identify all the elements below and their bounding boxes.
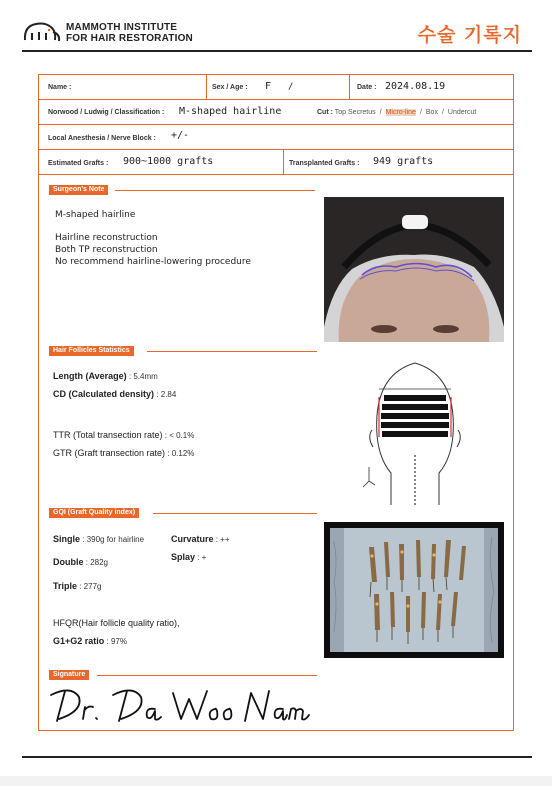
date-label: Date : (357, 84, 377, 91)
g1g2-value: : 97% (104, 637, 127, 646)
g1g2-label: G1+G2 ratio (53, 636, 105, 646)
transplanted-grafts-value: 949 grafts (373, 156, 434, 167)
triple-value: : 277g (77, 582, 102, 591)
cut-label: Cut : (317, 109, 333, 116)
splay-value: : + (195, 553, 207, 562)
splay-label: Splay (171, 552, 196, 562)
anesthesia-row (39, 125, 513, 150)
bottom-rule (22, 756, 532, 758)
cut-option-top-secretus: Top Secretus (334, 109, 376, 116)
estimated-grafts-value: 900~1000 grafts (123, 156, 214, 167)
single-stat (53, 534, 144, 544)
section-rule (115, 190, 315, 191)
splay-stat (171, 552, 206, 562)
ttr-stat (53, 430, 194, 440)
anesthesia-value: +/- (171, 130, 190, 141)
footer-band (0, 776, 552, 786)
divider (206, 75, 207, 99)
double-label: Double (53, 557, 84, 567)
triple-label: Triple (53, 581, 78, 591)
section-rule (97, 675, 317, 676)
follicle-stats-title: Hair Follicles Statistics (49, 346, 134, 356)
curvature-label: Curvature (171, 534, 214, 544)
surgery-record-form (38, 74, 514, 731)
cd-stat (53, 389, 176, 399)
document-header (22, 18, 532, 52)
handwritten-signature (47, 681, 315, 727)
section-rule (147, 351, 317, 352)
signature-title: Signature (49, 670, 89, 680)
double-stat (53, 557, 108, 567)
page-title: 수술 기록지 (417, 24, 522, 46)
surgeon-note-line: M-shaped hairline (55, 210, 136, 220)
patient-info-row (39, 75, 513, 100)
sex-age-label: Sex / Age : (212, 84, 248, 91)
age-separator: / (288, 82, 294, 92)
cut-option-micro-line: Micro-line (385, 109, 416, 116)
single-value: : 390g for hairline (80, 535, 145, 544)
length-value: : 5.4mm (126, 372, 158, 381)
name-label: Name : (48, 84, 72, 91)
triple-stat (53, 581, 101, 591)
hfqr-label: HFQR(Hair follicle quality ratio), (53, 618, 180, 628)
ttr-value: : < 0.1% (162, 431, 195, 440)
cd-value: : 2.84 (154, 390, 177, 399)
surgeon-note-line: Both TP reconstruction (55, 245, 158, 255)
divider (283, 150, 284, 174)
surgeon-note-title: Surgeon's Note (49, 185, 108, 195)
length-label: Length (Average) (53, 371, 127, 381)
surgeon-note-line: No recommend hairline-lowering procedure (55, 257, 251, 267)
cut-options: Cut : Top Secretus / Micro-line / Box / Undercut (317, 109, 477, 116)
section-rule (153, 513, 317, 514)
g1g2-stat (53, 636, 127, 646)
anesthesia-label: Local Anesthesia / Nerve Block : (48, 135, 156, 142)
sex-value: F (265, 81, 272, 92)
curvature-value: : ++ (213, 535, 230, 544)
institute-name-line1: MAMMOTH INSTITUTE (66, 22, 178, 33)
gtr-value: : 0.12% (165, 449, 195, 458)
double-value: : 282g (83, 558, 108, 567)
estimated-grafts-label: Estimated Grafts : (48, 160, 109, 167)
classification-row (39, 100, 513, 125)
cut-option-box: Box (425, 109, 438, 116)
graft-microscope-photo (324, 522, 504, 658)
cut-option-undercut: Undercut (447, 109, 477, 116)
institute-name (66, 22, 193, 44)
ttr-label: TTR (Total transection rate) (53, 430, 163, 440)
mammoth-logo-icon (22, 20, 62, 44)
gtr-label: GTR (Graft transection rate) (53, 448, 166, 458)
divider (349, 75, 350, 99)
institute-name-line2: FOR HAIR RESTORATION (66, 33, 193, 44)
classification-label: Norwood / Ludwig / Classification : (48, 109, 165, 116)
date-value: 2024.08.19 (385, 81, 446, 92)
gtr-stat (53, 448, 194, 458)
surgeon-note-line: Hairline reconstruction (55, 233, 158, 243)
grafts-row (39, 150, 513, 175)
length-stat (53, 371, 158, 381)
single-label: Single (53, 534, 81, 544)
gqi-title: GQI (Graft Quality index) (49, 508, 139, 518)
curvature-stat (171, 534, 230, 544)
cd-label: CD (Calculated density) (53, 389, 155, 399)
transplanted-grafts-label: Transplanted Grafts : (289, 160, 360, 167)
classification-value: M-shaped hairline (179, 106, 282, 117)
donor-area-diagram (357, 355, 477, 511)
hairline-photo (324, 197, 504, 342)
